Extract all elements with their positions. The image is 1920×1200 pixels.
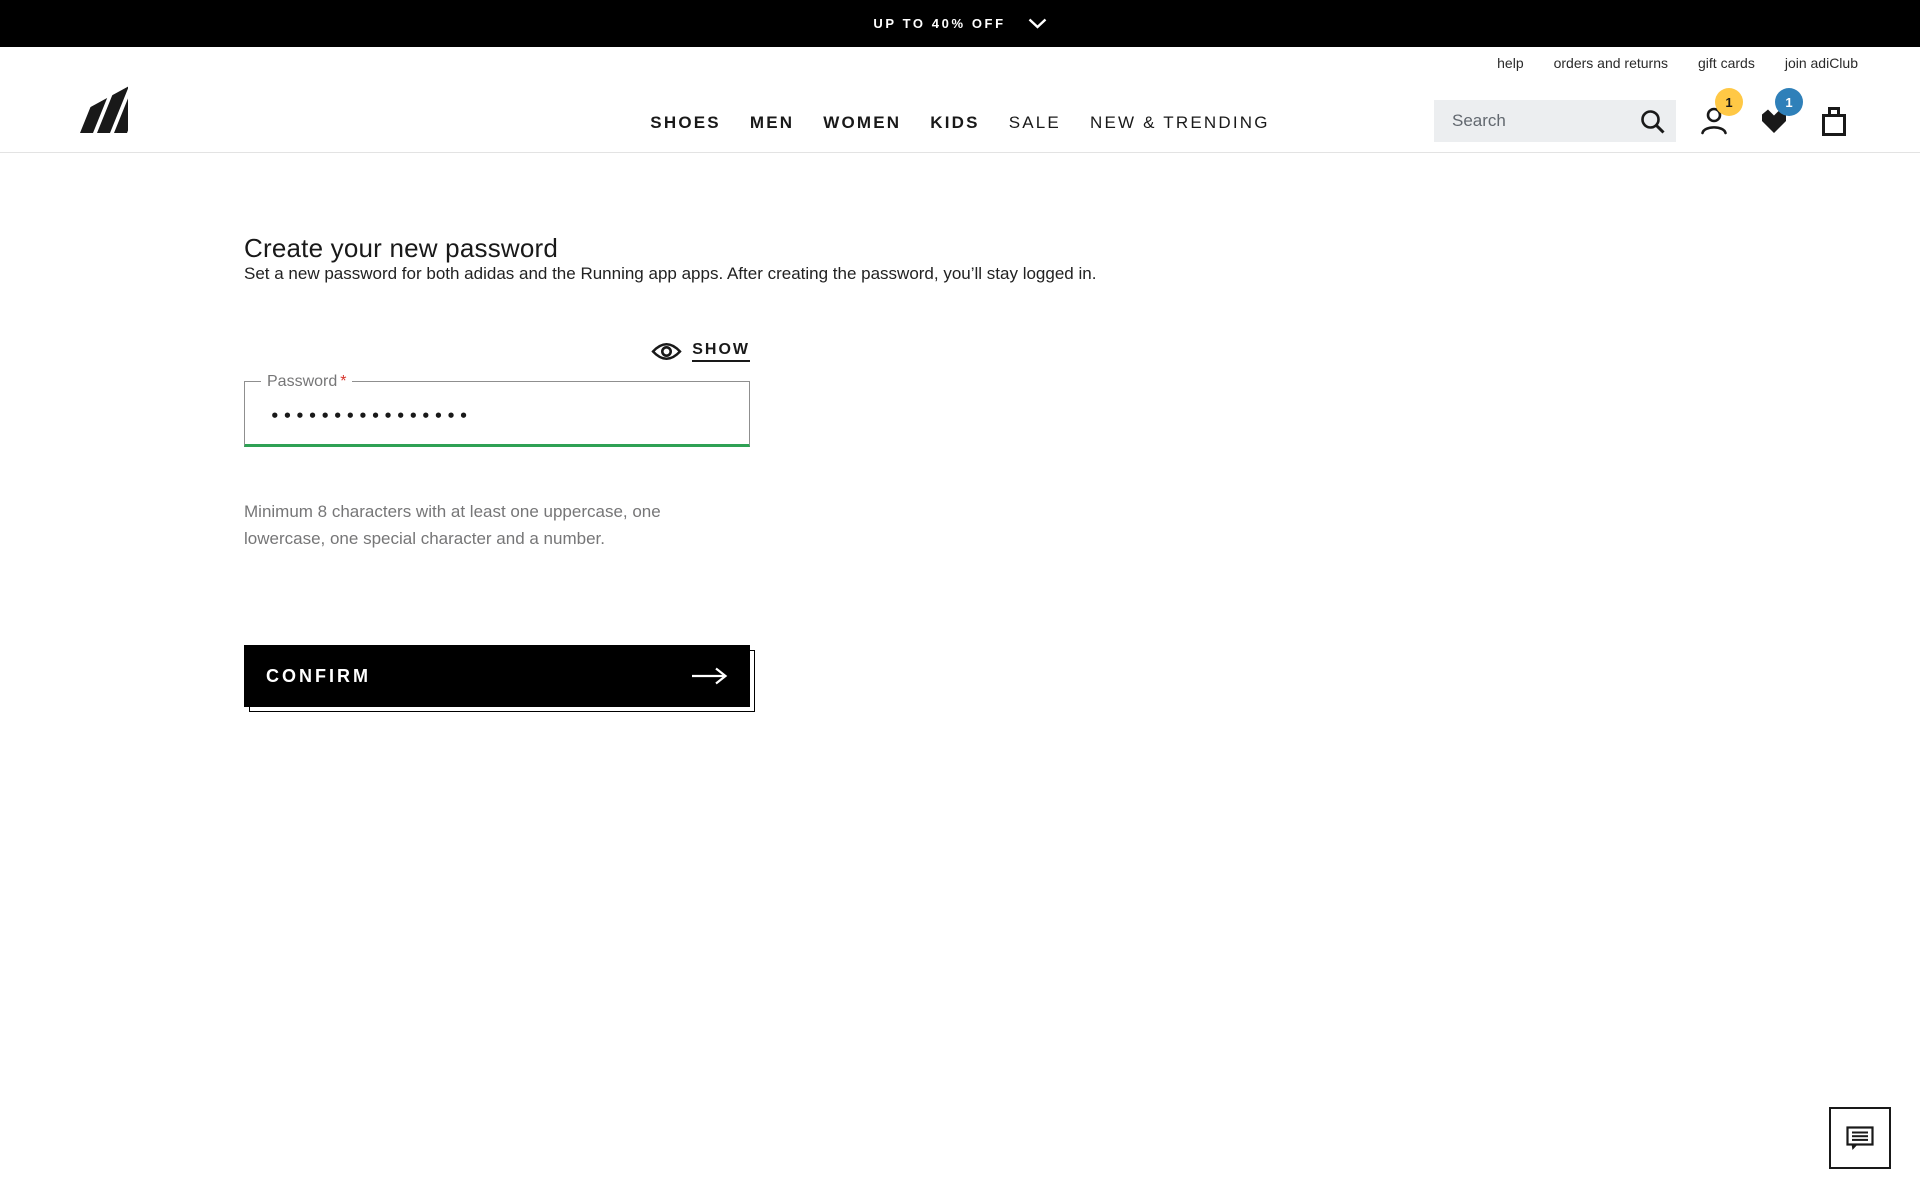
show-password-toggle[interactable] bbox=[244, 341, 750, 362]
wishlist-badge: 1 bbox=[1775, 88, 1803, 116]
utility-link-gift-cards[interactable]: gift cards bbox=[1698, 55, 1755, 71]
chat-widget-button[interactable] bbox=[1829, 1107, 1891, 1169]
utility-nav bbox=[1497, 55, 1858, 71]
shopping-bag-icon bbox=[1819, 105, 1849, 137]
promo-banner-text: UP TO 40% OFF bbox=[873, 16, 1006, 31]
password-requirements-hint: Minimum 8 characters with at least one uppercase, one lowercase, one special character and a number. bbox=[244, 502, 661, 548]
nav-item-men[interactable]: MEN bbox=[749, 113, 795, 132]
nav-item-sale[interactable]: SALE bbox=[1008, 113, 1061, 132]
nav-item-women[interactable]: WOMEN bbox=[823, 113, 902, 132]
page-title: Create your new password bbox=[244, 233, 559, 263]
arrow-right-icon bbox=[690, 667, 728, 685]
speech-bubble-icon bbox=[1844, 1124, 1876, 1153]
nav-item-shoes[interactable]: SHOES bbox=[650, 113, 721, 132]
page-description: Set a new password for both adidas and the Running app apps. After creating the password, you’ll stay logged in. bbox=[244, 264, 1097, 283]
password-input[interactable] bbox=[245, 382, 749, 444]
promo-banner[interactable] bbox=[0, 0, 1920, 47]
search-box[interactable] bbox=[1434, 100, 1676, 142]
show-label: SHOW bbox=[692, 341, 750, 362]
password-field-label: Password * bbox=[261, 373, 352, 391]
utility-link-help[interactable]: help bbox=[1497, 55, 1524, 71]
cart-button[interactable] bbox=[1812, 99, 1856, 143]
wishlist-button[interactable] bbox=[1752, 94, 1796, 143]
nav-item-kids[interactable]: KIDS bbox=[930, 113, 980, 132]
account-badge: 1 bbox=[1715, 88, 1743, 116]
confirm-button[interactable] bbox=[244, 645, 750, 707]
confirm-button-label: CONFIRM bbox=[266, 665, 371, 686]
chevron-down-icon[interactable] bbox=[1028, 18, 1047, 29]
site-header bbox=[0, 47, 1920, 153]
search-icon[interactable] bbox=[1639, 108, 1666, 135]
eye-icon bbox=[651, 341, 682, 362]
nav-item-new-trending[interactable]: NEW & TRENDING bbox=[1089, 113, 1270, 132]
account-button[interactable] bbox=[1692, 94, 1736, 143]
password-field bbox=[244, 373, 750, 447]
required-marker: * bbox=[340, 373, 347, 390]
utility-link-orders-returns[interactable]: orders and returns bbox=[1553, 55, 1669, 71]
create-password-form bbox=[244, 233, 1344, 833]
header-actions bbox=[1434, 94, 1856, 143]
search-input[interactable] bbox=[1452, 111, 1639, 131]
utility-link-join-adiclub[interactable]: join adiClub bbox=[1784, 55, 1858, 71]
